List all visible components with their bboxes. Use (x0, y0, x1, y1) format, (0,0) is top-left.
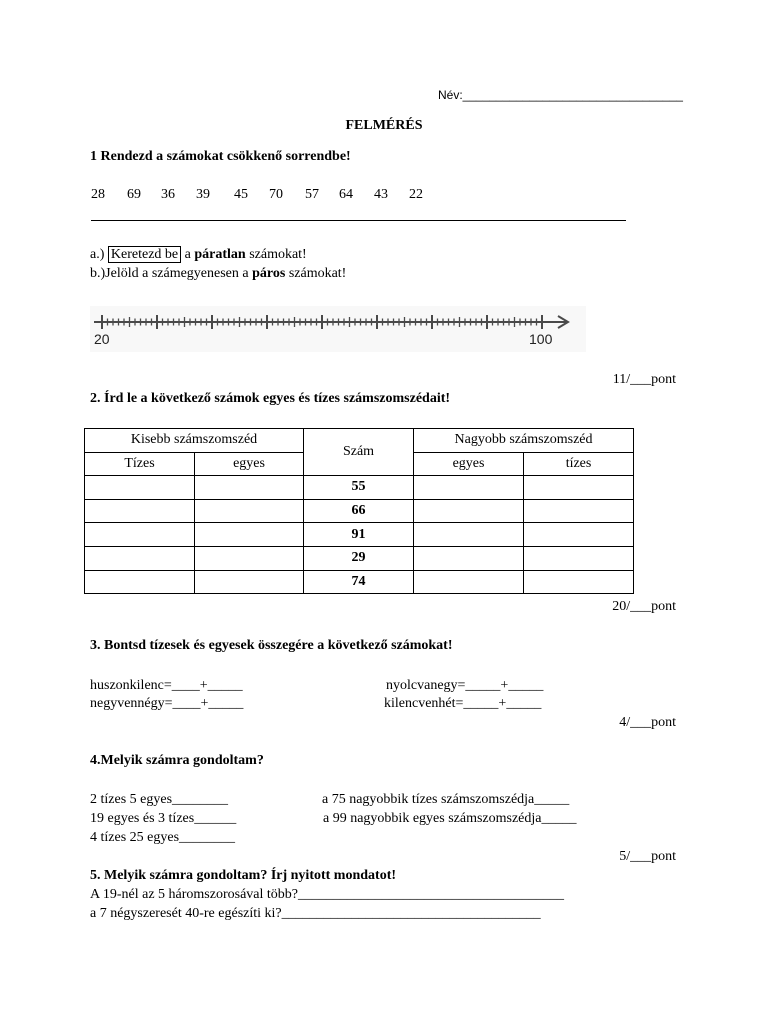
q1-b-suffix: számokat! (285, 266, 347, 281)
q1-a-suffix: számokat! (245, 247, 307, 262)
q4-heading: 4.Melyik számra gondoltam? (90, 753, 264, 768)
answer-cell[interactable] (414, 570, 524, 594)
q1-instruction-a (90, 246, 307, 264)
q4-score: 5/___pont (619, 849, 676, 864)
answer-cell[interactable] (85, 499, 195, 523)
q1-b-bold: páros (252, 266, 286, 281)
answer-cell[interactable] (195, 546, 304, 570)
answer-cell[interactable] (85, 570, 195, 594)
q4-item[interactable]: 2 tízes 5 egyes________ (90, 792, 229, 807)
answer-cell[interactable] (85, 476, 195, 500)
name-field-label: Név:_________________________________ (438, 88, 683, 102)
number-line-end-label: 100 (529, 331, 553, 347)
number-cell: 29 (304, 546, 414, 570)
q1-number: 28 (91, 187, 105, 202)
q5-item[interactable]: a 7 négyszeresét 40-re egészíti ki?_____________________________________ (90, 906, 541, 921)
number-cell: 74 (304, 570, 414, 594)
answer-cell[interactable] (85, 523, 195, 547)
answer-cell[interactable] (524, 476, 634, 500)
table-row (85, 499, 634, 523)
answer-cell[interactable] (524, 499, 634, 523)
q3-score: 4/___pont (619, 715, 676, 730)
table-row (85, 476, 634, 500)
number-line-start-label: 20 (94, 331, 110, 347)
q2-score: 20/___pont (612, 599, 676, 614)
answer-cell[interactable] (85, 546, 195, 570)
q1-number: 45 (234, 187, 248, 202)
q1-a-mid: a (181, 247, 195, 262)
q5-item[interactable]: A 19-nél az 5 háromszorosával több?______________________________________ (90, 887, 564, 902)
q1-number: 39 (196, 187, 210, 202)
q3-item[interactable]: nyolcvanegy=_____+_____ (386, 678, 544, 693)
subheader-tizes: Tízes (85, 452, 195, 476)
q1-number: 36 (161, 187, 175, 202)
table-row (85, 523, 634, 547)
answer-cell[interactable] (524, 570, 634, 594)
q1-a-prefix: a.) (90, 247, 105, 262)
q3-heading: 3. Bontsd tízesek és egyesek összegére a következő számokat! (90, 638, 453, 653)
q2-heading: 2. Írd le a következő számok egyes és tízes számszomszédait! (90, 391, 451, 406)
q5-heading: 5. Melyik számra gondoltam? Írj nyitott mondatot! (90, 868, 397, 883)
number-line-background (90, 306, 586, 352)
q1-a-bold: páratlan (194, 247, 246, 262)
subheader-egyes: egyes (414, 452, 524, 476)
number-line[interactable] (90, 306, 586, 352)
number-cell: 55 (304, 476, 414, 500)
q1-answer-line[interactable] (91, 220, 626, 221)
q3-item[interactable]: kilencvenhét=_____+_____ (384, 696, 542, 711)
q1-number: 69 (127, 187, 141, 202)
table-header-row (85, 429, 634, 453)
answer-cell[interactable] (524, 546, 634, 570)
page-title: FELMÉRÉS (345, 118, 423, 133)
larger-neighbor-header: Nagyobb számszomszéd (414, 429, 634, 453)
subheader-egyes: egyes (195, 452, 304, 476)
q1-score: 11/___pont (612, 372, 676, 387)
q3-item[interactable]: negyvennégy=____+_____ (90, 696, 244, 711)
q4-item[interactable]: 4 tízes 25 egyes________ (90, 830, 236, 845)
q1-number: 57 (305, 187, 319, 202)
answer-cell[interactable] (414, 499, 524, 523)
q1-a-boxed-text: Keretezd be (108, 246, 181, 263)
q4-item[interactable]: 19 egyes és 3 tízes______ (90, 811, 237, 826)
number-cell: 91 (304, 523, 414, 547)
number-header: Szám (304, 429, 414, 476)
number-cell: 66 (304, 499, 414, 523)
answer-cell[interactable] (414, 523, 524, 547)
answer-cell[interactable] (414, 476, 524, 500)
subheader-tizes: tízes (524, 452, 634, 476)
q1-number: 70 (269, 187, 283, 202)
answer-cell[interactable] (195, 523, 304, 547)
smaller-neighbor-header: Kisebb számszomszéd (85, 429, 304, 453)
q1-instruction-b (90, 265, 346, 283)
q1-number: 22 (409, 187, 423, 202)
table-row (85, 546, 634, 570)
q4-item[interactable]: a 75 nagyobbik tízes számszomszédja_____ (322, 792, 570, 807)
q1-number: 64 (339, 187, 353, 202)
q4-item[interactable]: a 99 nagyobbik egyes számszomszédja_____ (323, 811, 577, 826)
answer-cell[interactable] (414, 546, 524, 570)
answer-cell[interactable] (195, 476, 304, 500)
neighbors-table (84, 428, 634, 594)
answer-cell[interactable] (524, 523, 634, 547)
q1-b-prefix: b.)Jelöld a számegyenesen a (90, 266, 253, 281)
answer-cell[interactable] (195, 570, 304, 594)
table-row (85, 570, 634, 594)
answer-cell[interactable] (195, 499, 304, 523)
q1-number: 43 (374, 187, 388, 202)
q1-heading: 1 Rendezd a számokat csökkenő sorrendbe! (90, 149, 351, 164)
q3-item[interactable]: huszonkilenc=____+_____ (90, 678, 243, 693)
